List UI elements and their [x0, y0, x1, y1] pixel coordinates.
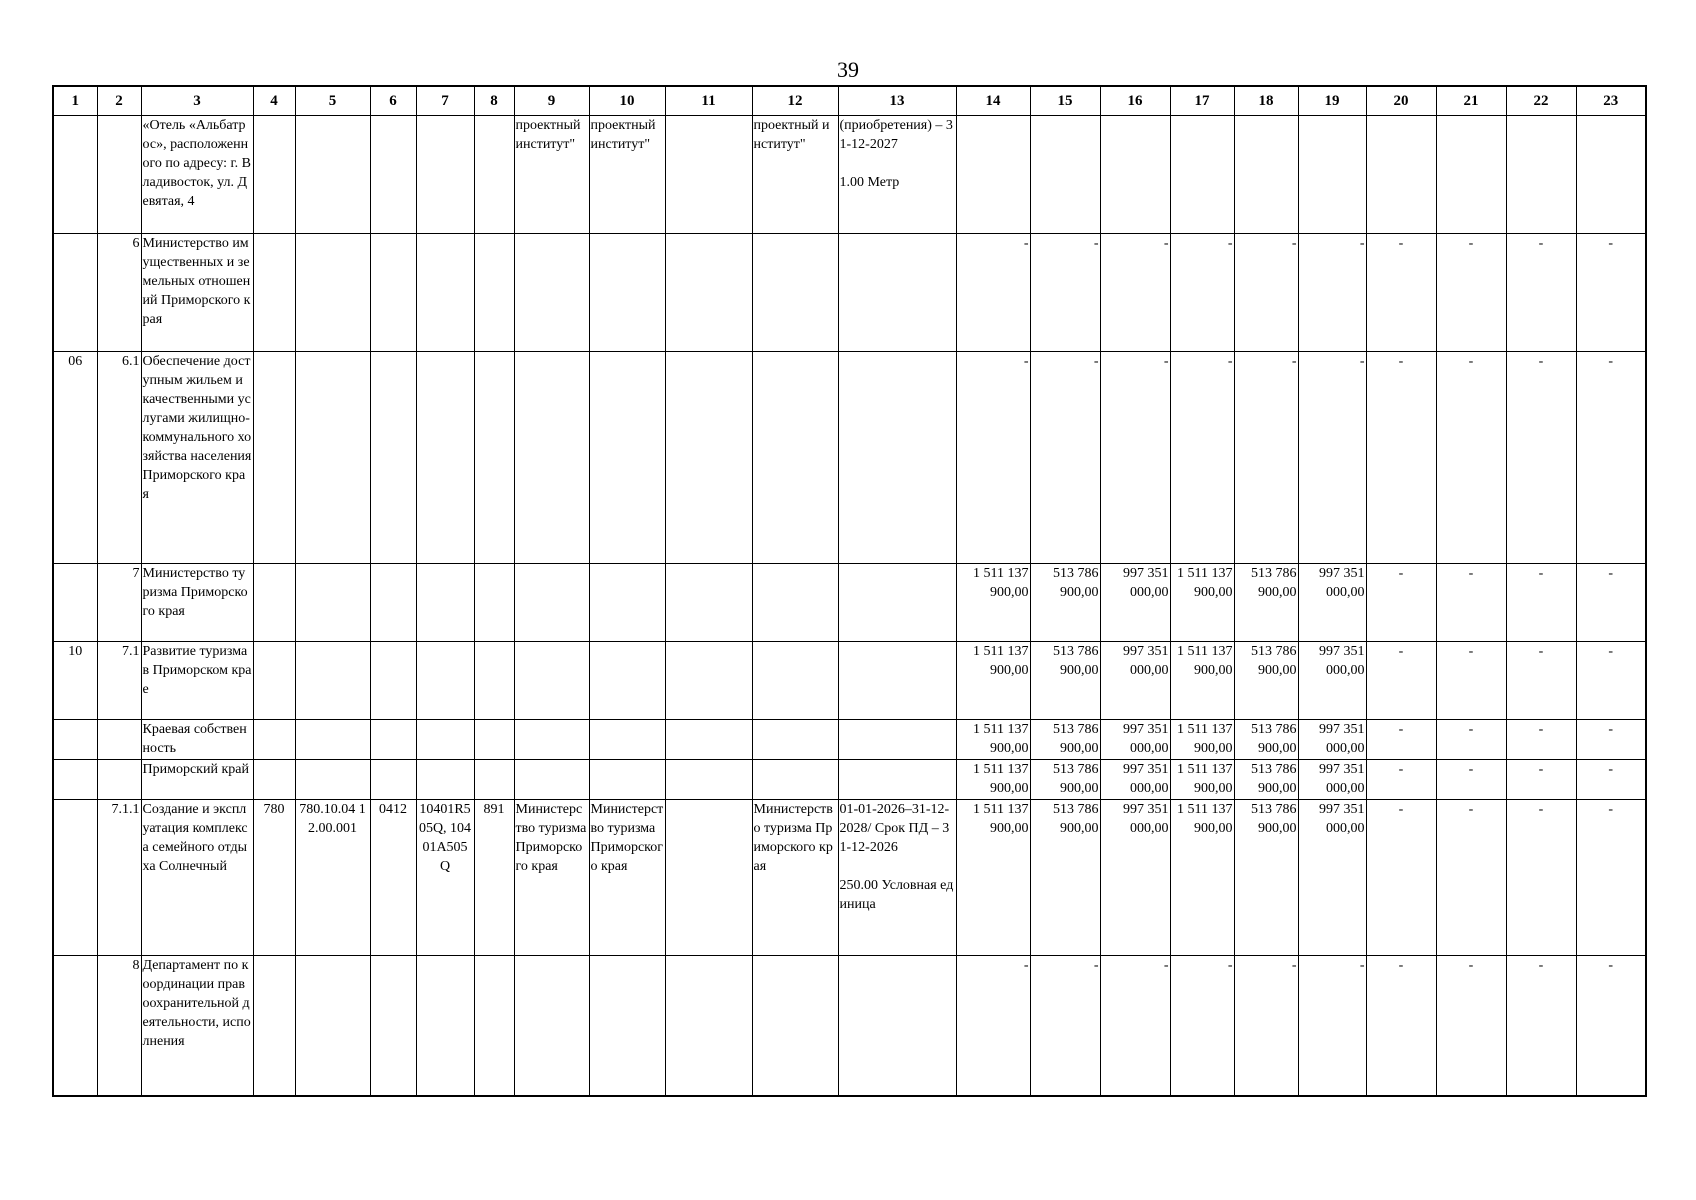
table-row	[53, 760, 1646, 800]
column-header-15: 15	[1030, 86, 1100, 116]
table-cell-col-23: -	[1576, 352, 1646, 564]
table-cell-col-15: -	[1030, 234, 1100, 352]
table-cell-col-17	[1170, 116, 1234, 234]
table-cell-col-3: Министерство имущественных и земельных отношений Приморского края	[141, 234, 253, 352]
table-cell-col-12	[752, 352, 838, 564]
table-cell-col-20: -	[1366, 800, 1436, 956]
table-cell-col-3: «Отель «Альбатрос», расположенного по адресу: г. Владивосток, ул. Девятая, 4	[141, 116, 253, 234]
table-cell-col-11	[665, 352, 752, 564]
table-cell-col-17: 1 511 137 900,00	[1170, 564, 1234, 642]
table-cell-col-9	[514, 720, 589, 760]
table-cell-col-6	[370, 642, 416, 720]
table-cell-col-2: 7.1.1	[97, 800, 141, 956]
table-cell-col-14	[956, 116, 1030, 234]
table-cell-col-16: -	[1100, 352, 1170, 564]
table-cell-col-14: 1 511 137 900,00	[956, 720, 1030, 760]
table-cell-col-8	[474, 720, 514, 760]
column-header-21: 21	[1436, 86, 1506, 116]
table-cell-col-14: 1 511 137 900,00	[956, 800, 1030, 956]
table-cell-col-10: Министерство туризма Приморского края	[589, 800, 665, 956]
table-cell-col-3: Департамент по координации правоохранительной деятельности, исполнения	[141, 956, 253, 1096]
budget-table	[52, 85, 1647, 1097]
table-cell-col-9: Министерство туризма Приморского края	[514, 800, 589, 956]
table-cell-col-3: Развитие туризма в Приморском крае	[141, 642, 253, 720]
table-cell-col-13	[838, 234, 956, 352]
table-cell-col-15: 513 786 900,00	[1030, 720, 1100, 760]
table-cell-col-3: Министерство туризма Приморского края	[141, 564, 253, 642]
table-cell-col-5: 780.10.04 12.00.001	[295, 800, 370, 956]
table-cell-col-17: -	[1170, 352, 1234, 564]
table-cell-col-5	[295, 956, 370, 1096]
table-cell-col-17: 1 511 137 900,00	[1170, 720, 1234, 760]
table-cell-col-20: -	[1366, 956, 1436, 1096]
table-cell-col-5	[295, 116, 370, 234]
table-cell-col-1	[53, 800, 97, 956]
table-cell-col-21	[1436, 116, 1506, 234]
table-row	[53, 720, 1646, 760]
table-cell-col-5	[295, 642, 370, 720]
table-cell-col-2: 7	[97, 564, 141, 642]
table-cell-col-6: 0412	[370, 800, 416, 956]
table-cell-col-1: 10	[53, 642, 97, 720]
column-header-8: 8	[474, 86, 514, 116]
table-cell-col-4	[253, 564, 295, 642]
table-cell-col-5	[295, 564, 370, 642]
table-cell-col-9	[514, 352, 589, 564]
table-cell-col-7: 10401R505Q, 10401A505Q	[416, 800, 474, 956]
table-cell-col-19: 997 351 000,00	[1298, 642, 1366, 720]
table-cell-col-17: -	[1170, 956, 1234, 1096]
table-cell-col-15: 513 786 900,00	[1030, 800, 1100, 956]
table-cell-col-19: 997 351 000,00	[1298, 760, 1366, 800]
table-cell-col-18: 513 786 900,00	[1234, 720, 1298, 760]
table-cell-col-14: -	[956, 352, 1030, 564]
column-header-7: 7	[416, 86, 474, 116]
table-cell-col-21: -	[1436, 760, 1506, 800]
table-cell-col-23: -	[1576, 760, 1646, 800]
table-cell-col-13	[838, 564, 956, 642]
column-header-19: 19	[1298, 86, 1366, 116]
table-cell-col-2: 8	[97, 956, 141, 1096]
table-cell-col-12	[752, 720, 838, 760]
table-cell-col-6	[370, 352, 416, 564]
table-cell-col-23: -	[1576, 564, 1646, 642]
table-cell-col-4	[253, 720, 295, 760]
column-header-5: 5	[295, 86, 370, 116]
table-cell-col-20: -	[1366, 720, 1436, 760]
table-cell-col-8	[474, 116, 514, 234]
table-cell-col-2	[97, 720, 141, 760]
table-cell-col-6	[370, 234, 416, 352]
table-cell-col-12	[752, 234, 838, 352]
table-cell-col-7	[416, 234, 474, 352]
table-cell-col-7	[416, 720, 474, 760]
table-cell-col-22: -	[1506, 800, 1576, 956]
table-cell-col-20: -	[1366, 234, 1436, 352]
table-cell-col-3: Краевая собственность	[141, 720, 253, 760]
table-cell-col-18: 513 786 900,00	[1234, 642, 1298, 720]
table-cell-col-22: -	[1506, 956, 1576, 1096]
column-header-22: 22	[1506, 86, 1576, 116]
table-cell-col-2	[97, 116, 141, 234]
table-cell-col-12	[752, 642, 838, 720]
table-cell-col-3: Приморский край	[141, 760, 253, 800]
table-cell-col-23	[1576, 116, 1646, 234]
table-cell-col-16: 997 351 000,00	[1100, 800, 1170, 956]
table-cell-col-10	[589, 564, 665, 642]
table-cell-col-23: -	[1576, 642, 1646, 720]
table-cell-col-19: -	[1298, 352, 1366, 564]
table-cell-col-18: 513 786 900,00	[1234, 564, 1298, 642]
table-cell-col-23: -	[1576, 720, 1646, 760]
table-cell-col-10	[589, 760, 665, 800]
table-cell-col-1: 06	[53, 352, 97, 564]
column-header-4: 4	[253, 86, 295, 116]
table-cell-col-22: -	[1506, 760, 1576, 800]
column-header-18: 18	[1234, 86, 1298, 116]
table-cell-col-4	[253, 116, 295, 234]
table-cell-col-21: -	[1436, 956, 1506, 1096]
table-row	[53, 956, 1646, 1096]
table-cell-col-2	[97, 760, 141, 800]
table-cell-col-20: -	[1366, 760, 1436, 800]
table-cell-col-10: проектный институт"	[589, 116, 665, 234]
table-cell-col-1	[53, 956, 97, 1096]
table-cell-col-15: 513 786 900,00	[1030, 642, 1100, 720]
table-cell-col-13	[838, 956, 956, 1096]
header-row	[53, 86, 1646, 116]
table-cell-col-12	[752, 760, 838, 800]
table-cell-col-16: 997 351 000,00	[1100, 642, 1170, 720]
table-cell-col-22: -	[1506, 564, 1576, 642]
table-cell-col-18: -	[1234, 234, 1298, 352]
table-cell-col-11	[665, 720, 752, 760]
table-cell-col-8	[474, 234, 514, 352]
table-cell-col-21: -	[1436, 642, 1506, 720]
table-cell-col-21: -	[1436, 234, 1506, 352]
table-cell-col-2: 6	[97, 234, 141, 352]
table-cell-col-11	[665, 234, 752, 352]
table-cell-col-15: -	[1030, 956, 1100, 1096]
table-cell-col-13	[838, 760, 956, 800]
table-cell-col-5	[295, 720, 370, 760]
table-cell-col-13: 01-01-2026–31-12-2028/ Срок ПД – 31-12-2026 250.00 Условная единица	[838, 800, 956, 956]
table-cell-col-13	[838, 642, 956, 720]
table-cell-col-16: -	[1100, 234, 1170, 352]
table-cell-col-23: -	[1576, 234, 1646, 352]
table-cell-col-19	[1298, 116, 1366, 234]
column-header-9: 9	[514, 86, 589, 116]
table-cell-col-2: 7.1	[97, 642, 141, 720]
table-cell-col-22	[1506, 116, 1576, 234]
table-cell-col-10	[589, 720, 665, 760]
table-cell-col-7	[416, 352, 474, 564]
table-cell-col-7	[416, 642, 474, 720]
table-cell-col-8	[474, 564, 514, 642]
table-cell-col-1	[53, 564, 97, 642]
table-cell-col-22: -	[1506, 720, 1576, 760]
table-cell-col-20: -	[1366, 352, 1436, 564]
table-cell-col-1	[53, 116, 97, 234]
table-cell-col-8	[474, 642, 514, 720]
table-cell-col-18: 513 786 900,00	[1234, 760, 1298, 800]
column-header-12: 12	[752, 86, 838, 116]
table-cell-col-14: -	[956, 956, 1030, 1096]
table-row	[53, 642, 1646, 720]
table-row	[53, 352, 1646, 564]
table-cell-col-12	[752, 956, 838, 1096]
table-cell-col-11	[665, 800, 752, 956]
table-cell-col-23: -	[1576, 800, 1646, 956]
table-cell-col-7	[416, 564, 474, 642]
table-cell-col-17: 1 511 137 900,00	[1170, 642, 1234, 720]
table-cell-col-15	[1030, 116, 1100, 234]
table-cell-col-15: 513 786 900,00	[1030, 760, 1100, 800]
table-cell-col-21: -	[1436, 352, 1506, 564]
table-cell-col-7	[416, 760, 474, 800]
table-row	[53, 234, 1646, 352]
table-cell-col-21: -	[1436, 800, 1506, 956]
table-cell-col-14: 1 511 137 900,00	[956, 760, 1030, 800]
table-cell-col-18: 513 786 900,00	[1234, 800, 1298, 956]
table-cell-col-23: -	[1576, 956, 1646, 1096]
table-cell-col-20: -	[1366, 564, 1436, 642]
table-cell-col-14: -	[956, 234, 1030, 352]
table-cell-col-9	[514, 564, 589, 642]
table-cell-col-18: -	[1234, 352, 1298, 564]
table-cell-col-5	[295, 234, 370, 352]
column-header-10: 10	[589, 86, 665, 116]
table-cell-col-8	[474, 956, 514, 1096]
column-header-17: 17	[1170, 86, 1234, 116]
table-cell-col-11	[665, 564, 752, 642]
table-cell-col-21: -	[1436, 720, 1506, 760]
table-cell-col-12: проектный институт"	[752, 116, 838, 234]
table-cell-col-3: Создание и эксплуатация комплекса семейного отдыха Солнечный	[141, 800, 253, 956]
table-cell-col-8	[474, 352, 514, 564]
table-cell-col-1	[53, 234, 97, 352]
column-header-6: 6	[370, 86, 416, 116]
table-row	[53, 116, 1646, 234]
table-cell-col-15: -	[1030, 352, 1100, 564]
table-cell-col-12	[752, 564, 838, 642]
table-cell-col-8	[474, 760, 514, 800]
table-cell-col-10	[589, 956, 665, 1096]
table-cell-col-2: 6.1	[97, 352, 141, 564]
table-cell-col-19: -	[1298, 234, 1366, 352]
table-cell-col-18: -	[1234, 956, 1298, 1096]
table-cell-col-11	[665, 760, 752, 800]
table-cell-col-22: -	[1506, 234, 1576, 352]
column-header-2: 2	[97, 86, 141, 116]
table-cell-col-6	[370, 116, 416, 234]
table-cell-col-7	[416, 116, 474, 234]
table-cell-col-10	[589, 352, 665, 564]
table-cell-col-16: -	[1100, 956, 1170, 1096]
table-cell-col-8: 891	[474, 800, 514, 956]
table-row	[53, 800, 1646, 956]
table-cell-col-1	[53, 720, 97, 760]
column-header-20: 20	[1366, 86, 1436, 116]
table-cell-col-16: 997 351 000,00	[1100, 564, 1170, 642]
table-cell-col-5	[295, 352, 370, 564]
table-cell-col-4	[253, 352, 295, 564]
table-cell-col-10	[589, 642, 665, 720]
table-cell-col-5	[295, 760, 370, 800]
table-cell-col-9	[514, 760, 589, 800]
table-cell-col-13	[838, 720, 956, 760]
table-cell-col-6	[370, 760, 416, 800]
table-cell-col-19: -	[1298, 956, 1366, 1096]
table-cell-col-20	[1366, 116, 1436, 234]
table-cell-col-13	[838, 352, 956, 564]
table-cell-col-1	[53, 760, 97, 800]
table-cell-col-16: 997 351 000,00	[1100, 760, 1170, 800]
table-cell-col-17: 1 511 137 900,00	[1170, 760, 1234, 800]
column-header-13: 13	[838, 86, 956, 116]
table-cell-col-6	[370, 956, 416, 1096]
table-cell-col-19: 997 351 000,00	[1298, 564, 1366, 642]
table-cell-col-15: 513 786 900,00	[1030, 564, 1100, 642]
table-cell-col-19: 997 351 000,00	[1298, 800, 1366, 956]
table-cell-col-3: Обеспечение доступным жильем и качественными услугами жилищно-коммунального хозяйства населения Приморского края	[141, 352, 253, 564]
table-cell-col-6	[370, 720, 416, 760]
table-cell-col-17: -	[1170, 234, 1234, 352]
table-cell-col-11	[665, 956, 752, 1096]
table-cell-col-9	[514, 956, 589, 1096]
table-cell-col-19: 997 351 000,00	[1298, 720, 1366, 760]
column-header-11: 11	[665, 86, 752, 116]
table-cell-col-4	[253, 956, 295, 1096]
table-cell-col-11	[665, 642, 752, 720]
table-cell-col-4	[253, 234, 295, 352]
column-header-3: 3	[141, 86, 253, 116]
table-cell-col-9	[514, 642, 589, 720]
table-cell-col-9: проектный институт"	[514, 116, 589, 234]
table-cell-col-20: -	[1366, 642, 1436, 720]
column-header-1: 1	[53, 86, 97, 116]
table-cell-col-22: -	[1506, 642, 1576, 720]
table-cell-col-18	[1234, 116, 1298, 234]
table-cell-col-21: -	[1436, 564, 1506, 642]
table-cell-col-14: 1 511 137 900,00	[956, 642, 1030, 720]
table-cell-col-14: 1 511 137 900,00	[956, 564, 1030, 642]
table-cell-col-7	[416, 956, 474, 1096]
table-cell-col-11	[665, 116, 752, 234]
page-number: 39	[837, 57, 859, 82]
table-cell-col-13: (приобретения) – 31-12-2027 1.00 Метр	[838, 116, 956, 234]
table-cell-col-4: 780	[253, 800, 295, 956]
table-cell-col-9	[514, 234, 589, 352]
table-cell-col-12: Министерство туризма Приморского края	[752, 800, 838, 956]
table-cell-col-10	[589, 234, 665, 352]
table-cell-col-4	[253, 642, 295, 720]
table-cell-col-16	[1100, 116, 1170, 234]
table-cell-col-4	[253, 760, 295, 800]
table-cell-col-6	[370, 564, 416, 642]
table-cell-col-22: -	[1506, 352, 1576, 564]
table-cell-col-16: 997 351 000,00	[1100, 720, 1170, 760]
column-header-23: 23	[1576, 86, 1646, 116]
table-cell-col-17: 1 511 137 900,00	[1170, 800, 1234, 956]
column-header-16: 16	[1100, 86, 1170, 116]
table-row	[53, 564, 1646, 642]
column-header-14: 14	[956, 86, 1030, 116]
